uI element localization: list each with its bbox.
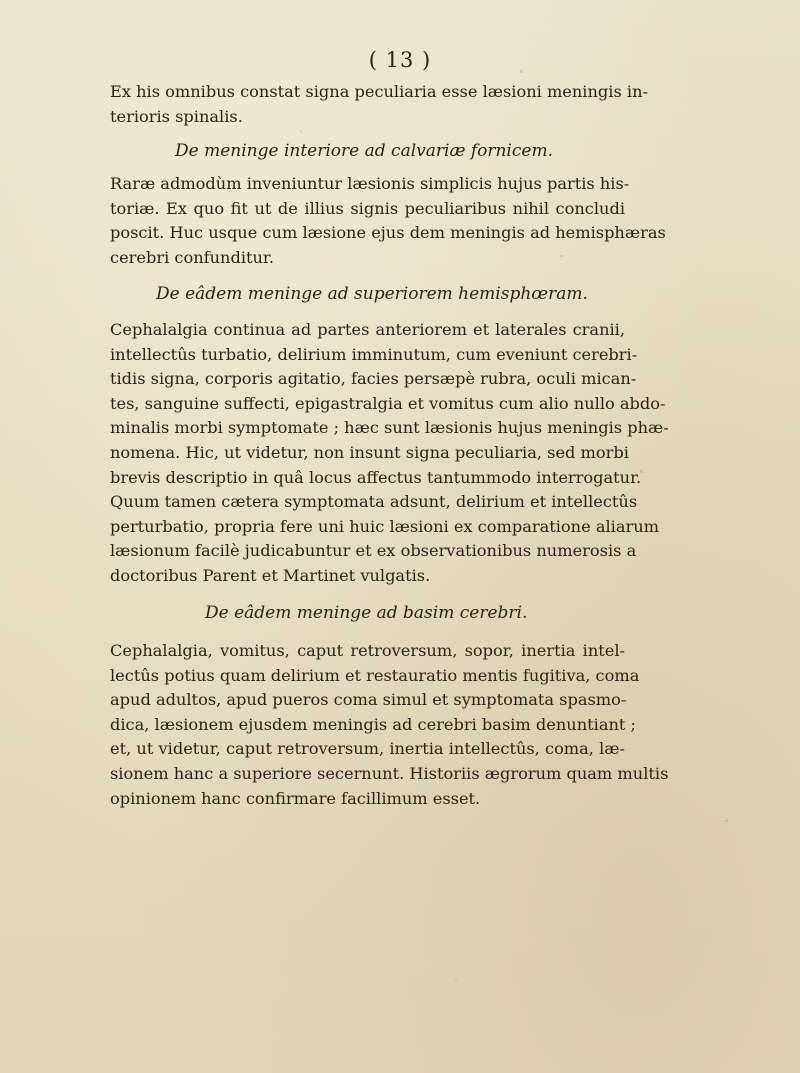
text-line: et, ut videtur, caput retroversum, inertia intellectûs, coma, læ-	[110, 739, 625, 759]
text-line: Raræ admodùm inveniuntur læsionis simplicis hujus partis his-	[110, 174, 630, 193]
paper-speck	[520, 70, 523, 73]
text-line: opinionem hanc confirmare facillimum esset.	[110, 788, 481, 808]
text-line: minalis morbi symptomate ; hæc sunt læsionis hujus meningis phæ-	[110, 418, 669, 438]
section-heading: De meninge interiore ad calvariæ fornicem.	[175, 141, 553, 161]
text-line: brevis descriptio in quâ locus affectus tantummodo interrogatur.	[110, 467, 642, 487]
paper-speck	[455, 980, 457, 982]
text-line: Cephalalgia continua ad partes anteriorem et laterales cranii,	[110, 320, 625, 339]
section-heading: De eâdem meninge ad superiorem hemisphœram.	[156, 284, 588, 304]
paper-speck	[380, 610, 382, 613]
text-line: lectûs potius quam delirium et restauratio mentis fugitiva, coma	[110, 665, 640, 685]
text-line: doctoribus Parent et Martinet vulgatis.	[110, 565, 431, 585]
paper-speck	[725, 820, 728, 822]
text-line: poscit. Huc usque cum læsione ejus dem meningis ad hemisphæras	[110, 223, 666, 243]
page-number: ( 13 )	[368, 48, 432, 72]
text-line: toriæ. Ex quo fit ut de illius signis peculiaribus nihil concludi	[110, 198, 625, 218]
text-line: Cephalalgia, vomitus, caput retroversum, sopor, inertia intel-	[110, 641, 625, 660]
paper-speck	[640, 470, 643, 473]
section-heading: De eâdem meninge ad basim cerebri.	[205, 603, 528, 623]
text-line: Ex his omnibus constat signa peculiaria esse læsioni meningis in-	[110, 82, 648, 101]
paragraph	[110, 172, 666, 270]
text-line: sionem hanc a superiore secernunt. Historiis ægrorum quam multis	[110, 763, 669, 783]
paragraph-superior	[110, 318, 669, 589]
text-line: tes, sanguine suffecti, epigastralgia et vomitus cum alio nullo abdo-	[110, 393, 666, 413]
paper-speck	[560, 255, 563, 257]
paragraph	[110, 639, 669, 811]
paragraph	[110, 80, 648, 129]
text-line: cerebri confunditur.	[110, 247, 275, 267]
paper-speck	[300, 130, 302, 132]
text-line: intellectûs turbatio, delirium imminutum, cum eveniunt cerebri-	[110, 344, 638, 364]
text-line: perturbatio, propria fere uni huic læsioni ex comparatione aliarum	[110, 516, 659, 536]
text-line: dica, læsionem ejusdem meningis ad cerebri basim denuntiant ;	[110, 714, 637, 734]
paragraph-intro	[110, 80, 648, 129]
text-line: apud adultos, apud pueros coma simul et symptomata spasmo-	[110, 690, 627, 710]
paragraph	[110, 318, 669, 589]
paragraph-basis	[110, 639, 669, 811]
text-line: tidis signa, corporis agitatio, facies persæpè rubra, oculi mican-	[110, 369, 637, 389]
paragraph-calvaria	[110, 172, 666, 270]
text-line: terioris spinalis.	[110, 106, 243, 126]
text-line: nomena. Hic, ut videtur, non insunt signa peculiaria, sed morbi	[110, 442, 629, 462]
text-line: læsionum facilè judicabuntur et ex observationibus numerosis a	[110, 541, 637, 561]
text-line: Quum tamen cætera symptomata adsunt, delirium et intellectûs	[110, 492, 638, 512]
